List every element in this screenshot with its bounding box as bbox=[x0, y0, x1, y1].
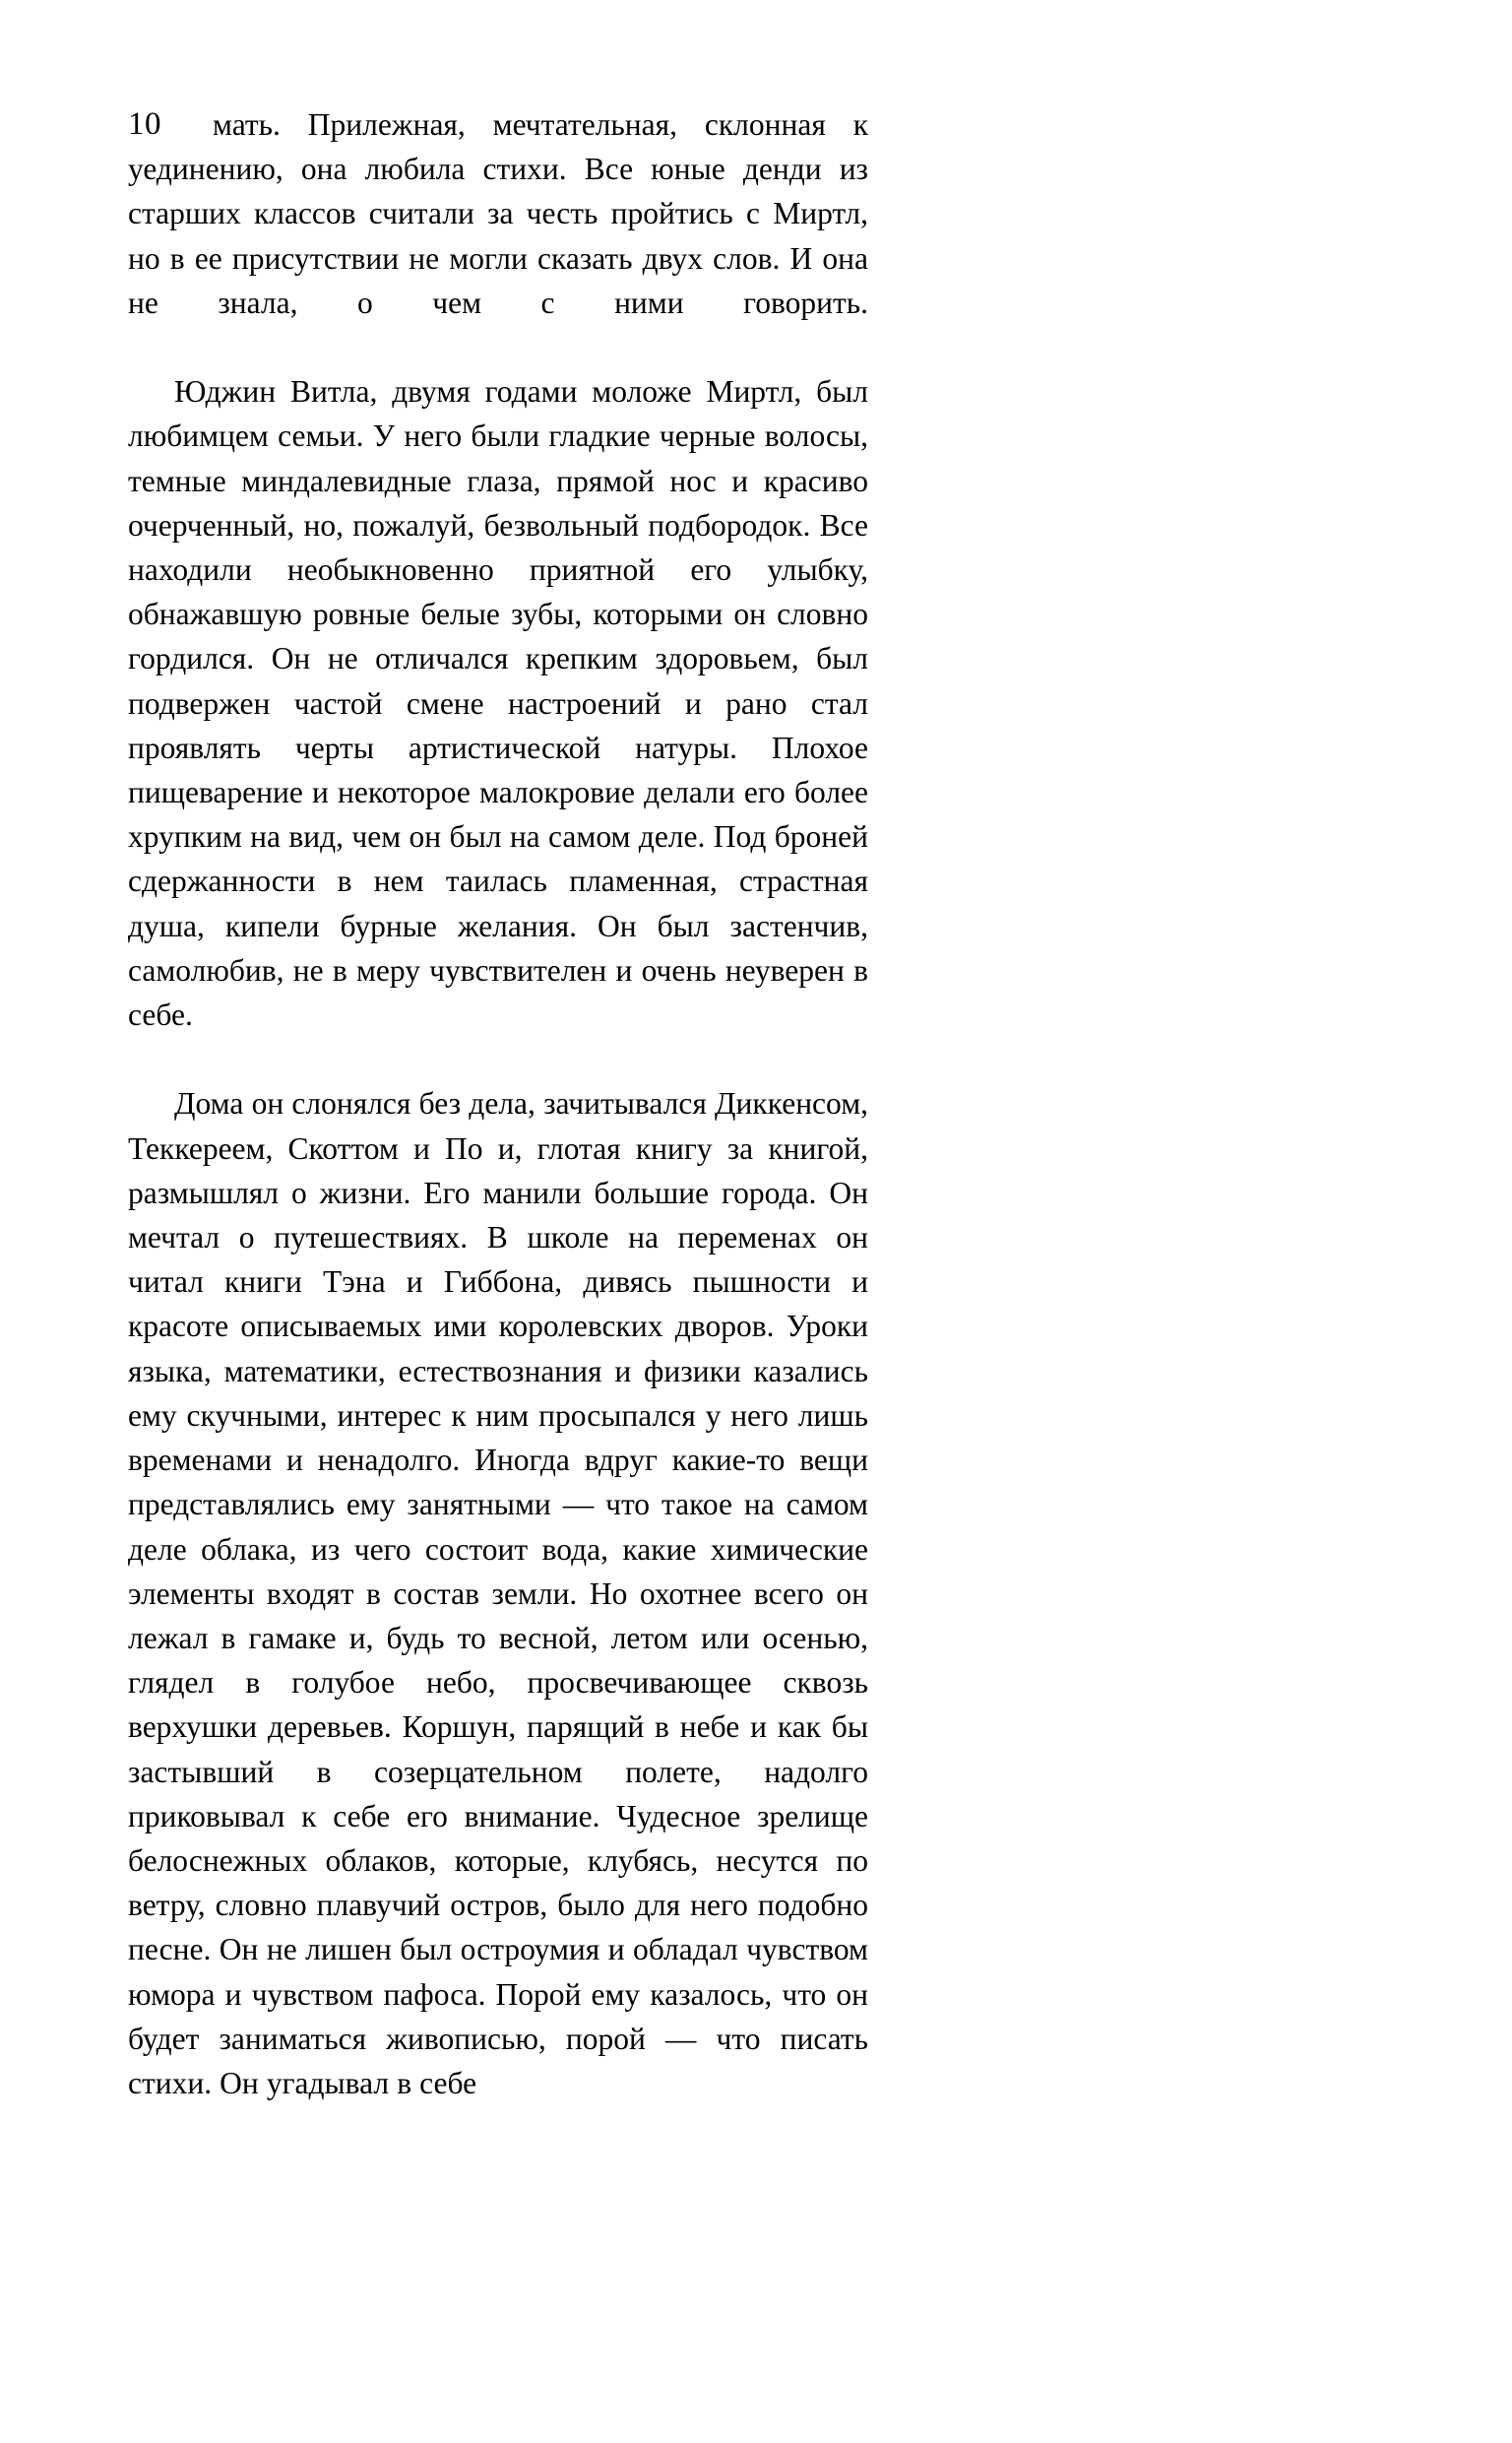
paragraph-3: Дома он слонялся без дела, зачитывался Диккенсом, Теккереем, Скоттом и По и, глотая книгу за книгой, размышлял о жизни. Его манили большие города. Он мечтал о путешествиях. В школе на переменах он читал книги Тэна и Гиббона, дивясь пышности и красоте описываемых ими королевских дворов. Уроки языка, математики, естествознания и физики казались ему скучными, интерес к ним просыпался у него лишь временами и ненадолго. Иногда вдруг какие-то вещи представлялись ему занятными — что такое на самом деле облака, из чего состоит вода, какие химические элементы входят в состав земли. Но охотнее всего он лежал в гамаке и, будь то весной, летом или осенью, глядел в голубое небо, просвечивающее сквозь верхушки деревьев. Коршун, парящий в небе и как бы застывший в созерцательном полете, надолго приковывал к себе его внимание. Чудесное зрелище белоснежных облаков, которые, клубясь, несутся по ветру, словно плавучий остров, было для него подобно песне. Он не лишен был остроумия и обладал чувством юмора и чувством пафоса. Порой ему казалось, что он будет заниматься живописью, порой — что писать стихи. Он угадывал в себе bbox=[128, 1086, 868, 2100]
page-text-block bbox=[128, 102, 868, 2105]
paragraph-1: мать. Прилежная, мечтательная, склонная к уединению, она любила стихи. Все юные денди из старших классов считали за честь пройтись с Миртл, но в ее присутствии не могли сказать двух слов. И она не знала, о чем с ними говорить. bbox=[128, 107, 868, 320]
paragraph-2: Юджин Витла, двумя годами моложе Миртл, был любимцем семьи. У него были гладкие черные волосы, темные миндалевидные глаза, прямой нос и красиво очерченный, но, пожалуй, безвольный подбородок. Все находили необыкновенно приятной его улыбку, обнажавшую ровные белые зубы, которыми он словно гордился. Он не отличался крепким здоровьем, был подвержен частой смене настроений и рано стал проявлять черты артистической натуры. Плохое пищеварение и некоторое малокровие делали его более хрупким на вид, чем он был на самом деле. Под броней сдержанности в нем таилась пламенная, страстная душа, кипели бурные желания. Он был застенчив, самолюбив, не в меру чувствителен и очень неуверен в себе. bbox=[128, 374, 868, 1033]
page-number: 10 bbox=[128, 106, 161, 142]
